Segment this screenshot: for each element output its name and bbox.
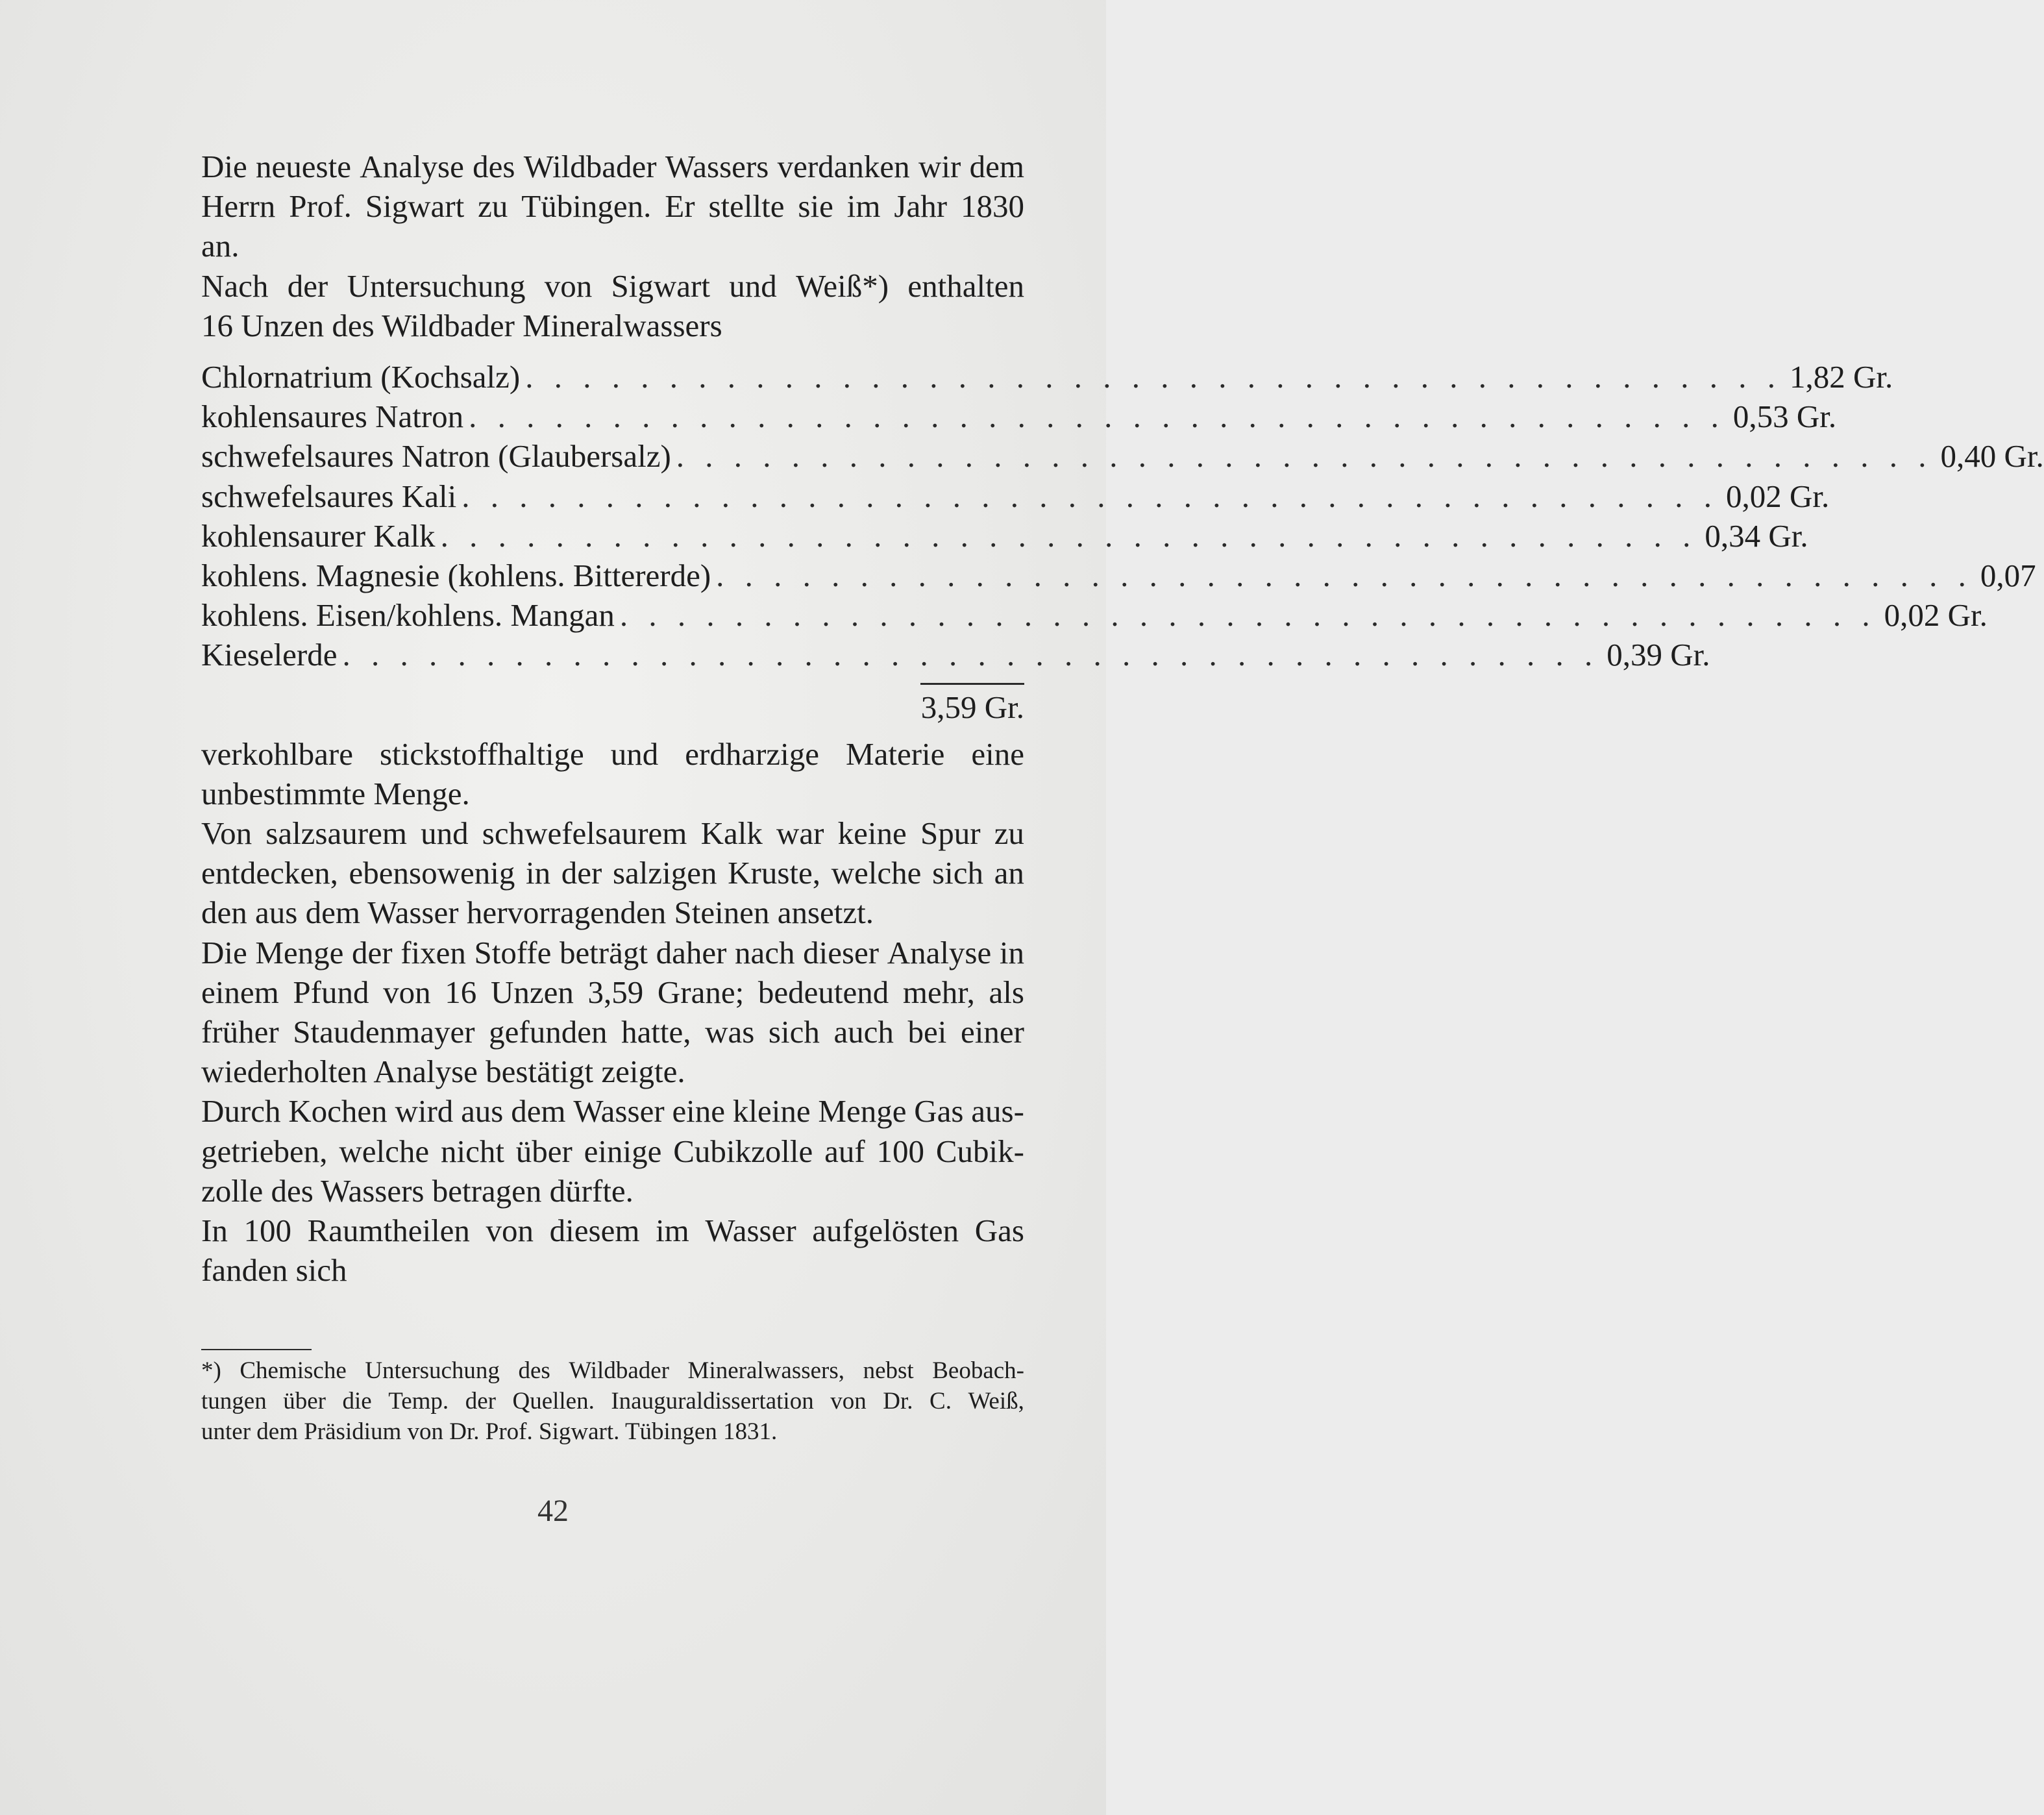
paragraph-intro [201,147,1024,266]
text-line: fanden sich [201,1252,347,1289]
paragraph-fixed-substances [201,933,1024,1092]
word: verdanken [777,149,910,184]
word: erdharzige [685,735,820,772]
word: sie [798,188,833,225]
word: zu [994,815,1024,851]
word: Temp. [388,1388,449,1414]
substance-name: kohlens. Magnesie (kohlens. Bittererde) [201,557,711,593]
word: Cubikzolle [673,1133,813,1169]
word: und [610,735,659,772]
word: Menge [255,934,344,970]
leader-dots: . . . . . . . . . . . . . . . . . . . . . . . . . . . . . . . . . . . . . . . . . . . . [525,359,1782,395]
text-line [201,266,1024,306]
word: Cubik- [935,1133,1024,1169]
leader-dots: . . . . . . . . . . . . . . . . . . . . . . . . . . . . . . . . . . . . . . . . . . . . [440,517,1697,554]
word: eine [672,1093,726,1130]
word: nicht [440,1133,504,1169]
paragraph-gas-composition [201,1211,1024,1290]
word: fixen [400,934,466,970]
word: 3,59 [587,974,644,1010]
word: Die [201,149,247,184]
paragraph-organic-matter [201,734,1024,813]
word: Kruste, [728,855,821,891]
word: Weiß, [968,1388,1024,1414]
footnote-line [201,1355,1024,1386]
word: Stoffe [474,934,552,970]
analysis-row [201,516,1808,556]
substance-amount: 0,39 Gr. [1607,637,1710,673]
word: von [544,267,593,304]
word: dem [969,149,1024,184]
word: stellte [708,188,785,225]
word: Raumtheilen [307,1212,470,1248]
analysis-total: 3,59 Gr. [920,689,1024,725]
word: einem [201,974,279,1010]
analysis-row [201,357,1893,397]
word: was [705,1013,755,1050]
text-line [201,734,1024,774]
word: im [846,188,881,225]
word: Prof. [289,188,352,225]
word: tungen [201,1388,267,1414]
leader-dots: . . . . . . . . . . . . . . . . . . . . . . . . . . . . . . . . . . . . . . . . . . . . [619,597,1877,634]
text-line: zolle des Wassers betragen dürfte. [201,1172,634,1209]
substance-name: schwefelsaures Natron (Glaubersalz) [201,438,671,475]
word: von [383,974,431,1010]
word: Sigwart [365,188,465,225]
text-line: an. [201,228,240,264]
page-number: 42 [537,1494,569,1528]
leader-dots: . . . . . . . . . . . . . . . . . . . . . . . . . . . . . . . . . . . . . . . . . . . . [469,399,1725,435]
word: Er [665,188,695,225]
word: Kochen [288,1093,388,1130]
word: und [421,815,469,851]
text-line: unbestimmte Menge. [201,775,470,811]
word: Herrn [201,188,276,225]
word: daher [656,934,727,970]
word: enthalten [907,267,1024,304]
word: gefunden [489,1013,608,1050]
word: der [287,267,328,304]
word: entdecken, [201,855,338,891]
text-line [201,186,1024,226]
footnote-line [201,1386,1024,1416]
word: einer [960,1013,1024,1050]
analysis-table [201,357,2044,730]
word: getrieben, [201,1133,328,1169]
leader-dots: . . . . . . . . . . . . . . . . . . . . . . . . . . . . . . . . . . . . . . . . . . . . [676,438,1933,475]
word: Inauguraldissertation [611,1388,814,1414]
text-line [201,1091,1024,1131]
word: C. [930,1388,952,1414]
substance-name: schwefelsaures Kali [201,478,457,514]
substance-name: Chlornatrium (Kochsalz) [201,359,521,395]
analysis-row [201,476,1830,516]
word: aus [461,1093,504,1130]
leader-dots: . . . . . . . . . . . . . . . . . . . . . . . . . . . . . . . . . . . . . . . . . . . . [462,478,1718,514]
word: war [776,815,824,851]
word: kleine [732,1093,811,1130]
leader-dots: . . . . . . . . . . . . . . . . . . . . . . . . . . . . . . . . . . . . . . . . . . . . [342,637,1599,673]
word: der [352,934,393,970]
word: Jahr [894,188,948,225]
word: *) [201,1357,221,1384]
word: zu [478,188,508,225]
word: Quellen. [512,1388,595,1414]
word: beträgt [559,934,648,970]
word: des [473,149,515,184]
word: welche [339,1133,430,1169]
word: Durch [201,1093,281,1130]
word: Dr. [883,1388,913,1414]
word: nach [735,934,795,970]
word: in [999,934,1024,970]
word: salzigen [612,855,717,891]
word: die [342,1388,372,1414]
word: Nach [201,267,269,304]
footnote [201,1355,1024,1447]
footnote-rule [201,1349,312,1350]
word: diesem [549,1212,640,1248]
word: Gas [914,1093,964,1130]
word: Untersuchung [347,267,526,304]
word: früher [201,1013,279,1050]
word: Wildbader [569,1357,669,1384]
word: Die [201,934,247,970]
word: wird [395,1093,454,1130]
analysis-row [201,436,2044,476]
word: einige [584,1133,662,1169]
text-line [201,1012,1024,1052]
word: hatte, [621,1013,691,1050]
substance-amount: 0,02 Gr. [1725,478,1830,514]
paragraph-analysis-source [201,266,1024,345]
word: dieser [803,934,880,970]
text-line [201,972,1024,1012]
text-line [201,933,1024,972]
word: von [486,1212,534,1248]
word: salzsaurem [265,815,407,851]
word: Analyse [887,934,992,970]
word: Wassers [665,149,769,184]
word: sich [768,1013,820,1050]
word: wir [918,149,961,184]
analysis-row [201,556,2036,595]
word: Spur [920,815,981,851]
word: als [989,974,1024,1010]
word: Wildbader [523,149,657,184]
text-line [201,147,1024,186]
word: der [561,855,602,891]
word: schwefelsaurem [482,815,687,851]
main-text [201,147,2044,1290]
word: keine [837,815,907,851]
word: bei [907,1013,947,1050]
substance-name: kohlensaures Natron [201,399,464,435]
analysis-total-row [201,685,1024,730]
footnote-line: unter dem Präsidium von Dr. Prof. Sigwart. Tübingen 1831. [201,1418,778,1445]
word: 100 [243,1212,291,1248]
word: In [201,1212,228,1248]
word: Analyse [360,149,464,184]
word: 100 [876,1133,924,1169]
word: verkohlbare [201,735,353,772]
text-line [201,813,1024,853]
word: 16 [445,974,477,1010]
word: von [830,1388,867,1414]
word: Tübingen. [521,188,652,225]
word: Untersuchung [365,1357,500,1384]
word: und [729,267,777,304]
text-line [201,853,1024,893]
word: Grane; [657,974,745,1010]
substance-amount: 0,34 Gr. [1705,517,1808,554]
word: auch [833,1013,894,1050]
word: Chemische [240,1357,347,1384]
word: nebst [863,1357,914,1384]
text-line [201,1211,1024,1250]
word: Wasser [573,1093,665,1130]
word: Pfund [293,974,369,1010]
word: auf [824,1133,865,1169]
substance-amount: 0,02 Gr. [1884,597,1988,634]
substance-name: kohlensaurer Kalk [201,517,436,554]
paragraph-boiling-gas [201,1091,1024,1211]
word: Von [201,815,252,851]
word: aufgelösten [812,1212,959,1248]
text-line: wiederholten Analyse bestätigt zeigte. [201,1054,685,1090]
word: neueste [256,149,351,184]
word: über [283,1388,326,1414]
word: Materie [846,735,945,772]
word: im [656,1212,689,1248]
word: Gas [974,1212,1024,1248]
word: der [465,1388,496,1414]
word: ebensowenig [349,855,515,891]
word: bedeutend [757,974,889,1010]
word: stickstoffhaltige [379,735,584,772]
text-line: 16 Unzen des Wildbader Mineralwassers [201,307,722,343]
word: in [525,855,551,891]
substance-amount: 0,07 [1980,557,2036,593]
word: Staudenmayer [293,1013,475,1050]
word: mehr, [902,974,975,1010]
word: eine [971,735,1024,772]
word: an [994,855,1024,891]
word: dem [511,1093,566,1130]
word: welche [831,855,922,891]
word: Unzen [490,974,574,1010]
word: aus- [971,1093,1024,1130]
word: Weiß*) [796,267,889,304]
word: des [518,1357,550,1384]
word: Sigwart [611,267,710,304]
word: Mineralwassers, [687,1357,845,1384]
word: 1830 [960,188,1024,225]
analysis-row [201,635,1710,674]
substance-amount: 0,40 Gr. [1940,438,2044,475]
text-line: den aus dem Wasser hervorragenden Steinen ansetzt. [201,895,874,931]
analysis-row [201,595,1988,635]
substance-amount: 0,53 Gr. [1732,399,1837,435]
text-line [201,1131,1024,1171]
word: Kalk [700,815,763,851]
substance-name: Kieselerde [201,637,338,673]
leader-dots: . . . . . . . . . . . . . . . . . . . . . . . . . . . . . . . . . . . . . . . . . . . . [716,557,1973,593]
word: Wasser [705,1212,796,1248]
word: über [515,1133,573,1169]
paragraph-no-trace [201,813,1024,933]
word: sich [932,855,983,891]
substance-amount: 1,82 Gr. [1789,359,1893,395]
word: Menge [818,1093,907,1130]
substance-name: kohlens. Eisen/kohlens. Mangan [201,597,615,634]
word: Beobach- [932,1357,1024,1384]
analysis-row [201,397,1837,436]
